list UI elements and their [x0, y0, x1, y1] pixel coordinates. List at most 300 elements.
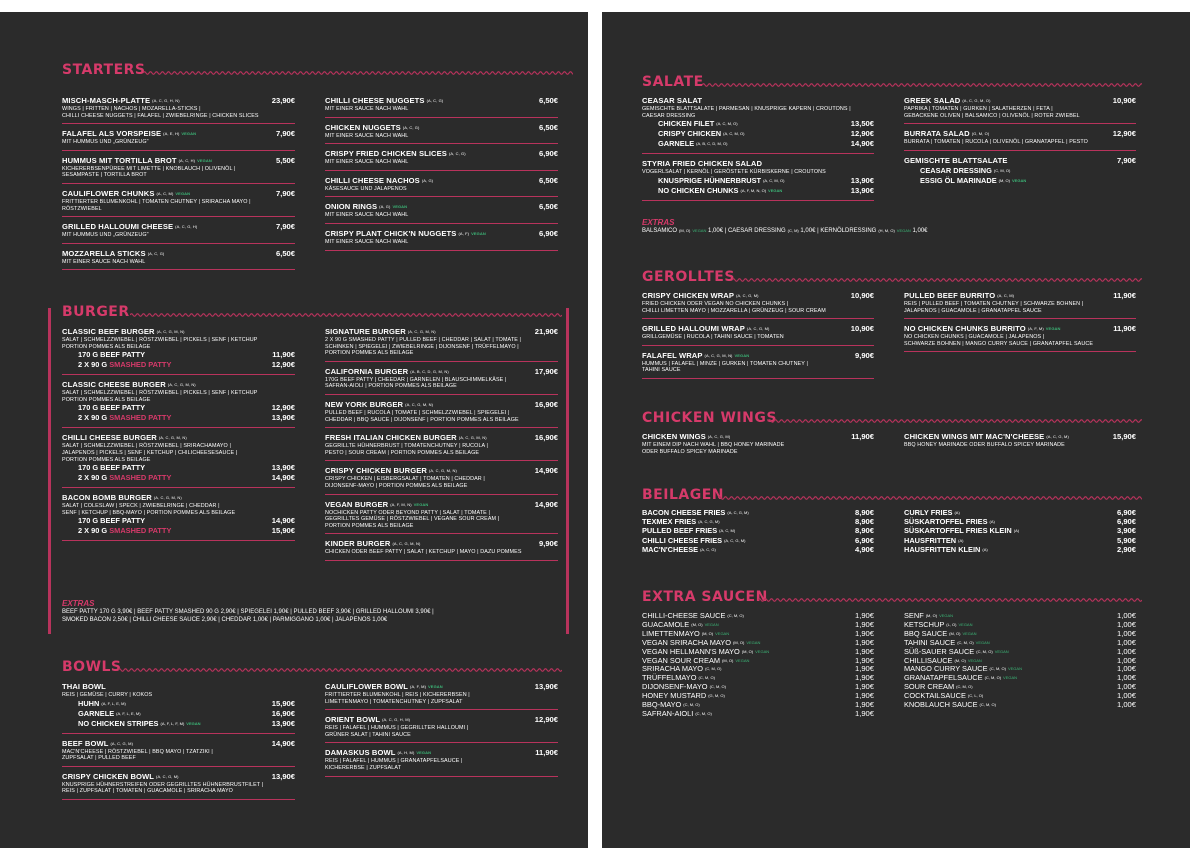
menu-item-hummus-mit-tortilla-brot — [62, 154, 295, 184]
item-name: GRILLED HALLOUMI CHEESE $^{(A, C, G, H)}$ — [62, 222, 198, 232]
allergen-codes: (A, C, G) — [147, 250, 165, 256]
item-option — [62, 473, 295, 483]
item-price: 16,90€ — [534, 399, 558, 409]
menu-item-signature-burger — [325, 325, 558, 362]
allergen-codes: (C, M, O) — [984, 675, 1002, 681]
option-price: 14,90€ — [271, 516, 295, 526]
option-price: 13,90€ — [271, 463, 295, 473]
wave-line — [758, 599, 1142, 602]
item-description-line: MAC'N'CHEESE | RÖSTZWIEBEL | BBQ MAYO | TZATZIKI | — [62, 748, 213, 755]
item-option — [642, 129, 874, 139]
vegan-label: VEGAN — [197, 157, 212, 163]
allergen-codes: (A, H, M) — [397, 750, 415, 756]
allergen-codes: (A, C, G, M) — [724, 537, 746, 543]
item-price: 11,90€ — [1113, 291, 1136, 300]
item-name: GUACAMOLE $^{(M, O)}$ $^{VEGAN}$ — [642, 619, 719, 629]
item-name: GREEK SALAD $^{(A, C, G, M, O)}$ — [904, 96, 991, 105]
option-price: 12,90€ — [850, 129, 874, 139]
smashed-patty-label: SMASHED PATTY — [109, 473, 172, 483]
menu-item-falafel-wrap — [642, 349, 874, 379]
item-name: CAULIFLOWER CHUNKS $^{(A, C, M)}$ $^{VEGAN}$ — [62, 188, 191, 198]
item-name: HONEY MUSTARD $^{(G, M, O)}$ — [642, 691, 725, 701]
allergen-codes: (A, F, L, F, M) — [160, 720, 185, 726]
allergen-codes: (A) — [982, 546, 988, 552]
menu-item-pulled-beef-burrito — [904, 289, 1136, 319]
allergen-codes: (A, C, G, M, N) — [158, 435, 187, 441]
wings-column-left — [642, 430, 874, 462]
item-name: ORIENT BOWL $^{(A, C, G, H, M)}$ — [325, 715, 411, 725]
wave-divider-saucen — [758, 597, 1142, 603]
item-description-line: REIS | ZUPFSALAT | TOMATEN | GUACAMOLE | SRIRACHA MAYO — [62, 788, 233, 795]
item-price: 3,90€ — [1116, 526, 1136, 536]
item-name: LIMETTENMAYO $^{(M, O)}$ $^{VEGAN}$ — [642, 628, 730, 638]
menu-item-onion-rings — [325, 200, 558, 224]
item-price: 7,90€ — [275, 129, 295, 139]
item-price: 11,90€ — [535, 748, 558, 758]
item-description-line: CAESAR DRESSING — [642, 112, 696, 119]
item-name: CALIFORNIA BURGER $^{(A, B, C, D, G, M, N)}$ — [325, 366, 449, 376]
side-item-chilli-cheese-fries — [642, 536, 874, 545]
allergen-codes: (A, C, G) — [448, 151, 466, 157]
allergen-codes: (A, C, G, M, N) — [405, 401, 434, 407]
option-price: 14,90€ — [271, 473, 295, 483]
item-name: BBQ SAUCE $^{(M, O)}$ $^{VEGAN}$ — [904, 628, 977, 638]
menu-item-cauliflower-chunks — [62, 187, 295, 217]
allergen-codes: (A, F, M, N, O) — [740, 187, 767, 193]
item-price: 13,90€ — [534, 682, 558, 691]
item-description-line: REIS | FALAFEL | HUMMUS | GRANATAPFELSAUCE | — [325, 758, 463, 765]
item-description-line: CHILLI CHEESE NUGGETS | FALAFEL | ZWIEBELRINGE | CHICKEN SLICES — [62, 112, 259, 119]
item-description-line: JALAPENOS | PICKELS | SENF | KETCHUP | CHILICHEESESAUCE | — [62, 449, 238, 456]
menu-item-greek-salad — [904, 94, 1136, 124]
allergen-codes: (A, C, G, M) — [746, 326, 770, 332]
item-name: TAHINI SAUCE $^{(C, M, O)}$ $^{VEGAN}$ — [904, 637, 990, 647]
section-title-extra-saucen: EXTRA SAUCEN — [642, 589, 768, 605]
item-name: CHILLI CHEESE BURGER $^{(A, C, G, M, N)}$ — [62, 433, 187, 443]
allergen-codes: (C, M, O) — [976, 648, 993, 654]
burger-side-bar-right — [566, 308, 569, 634]
wave-line — [702, 84, 1142, 87]
item-name: CRISPY CHICKEN BURGER $^{(A, C, G, M, N)}$ — [325, 466, 457, 476]
item-price: 1,90€ — [854, 700, 874, 710]
item-name: MISCH-MASCH-PLATTE $^{(A, C, G, H, N)}$ — [62, 96, 180, 105]
gerolltes-column-left — [642, 289, 874, 382]
item-description-line: 170G BEEF PATTY | CHEEDAR | GARNELEN | BLAUSCHIMMELKÄSE | — [325, 376, 507, 383]
menu-item-grilled-halloumi-wrap — [642, 322, 874, 346]
allergen-codes: (A, C, M) — [997, 293, 1015, 298]
item-description-line: SALAT | SCHMELZZWIEBEL | RÖSTZWIEBEL | SRIRACHAMAYO | — [62, 443, 231, 450]
allergen-codes: (C, M, O) — [989, 666, 1006, 672]
item-price: 1,00€ — [1116, 655, 1136, 665]
vegan-label: VEGAN — [392, 204, 408, 210]
allergen-codes: (M, O) — [722, 657, 734, 663]
option-price: 11,90€ — [272, 350, 295, 360]
allergen-codes: (A, C, G) — [700, 546, 716, 552]
item-description-line: NOCHICKEN PATTY ODER BEYOND PATTY | SALAT | TOMATE | — [325, 509, 490, 516]
vegan-label: VEGAN — [704, 621, 719, 627]
item-description-line: SCHWARZE BOHNEN | MANGO CURRY SAUCE | GRANATAPFEL SAUCE — [904, 340, 1094, 347]
menu-item-no-chicken-chunks-burrito — [904, 322, 1136, 352]
item-price: 10,90€ — [850, 291, 874, 300]
item-description-line: GEGRILLTES GEMÜSE | RÖSTZWIEBEL | VEGANE SOUR CREAM | — [325, 516, 500, 523]
allergen-codes: (M, O) — [691, 621, 703, 627]
allergen-codes: (C, M, O) — [705, 666, 722, 672]
item-price: 1,00€ — [1116, 664, 1136, 674]
starters-column-left — [62, 94, 295, 273]
allergen-codes: (A, C, G, M) — [707, 434, 731, 439]
option-price: 13,90€ — [271, 718, 295, 728]
option-price: 14,90€ — [850, 139, 874, 149]
beilagen-column-right — [904, 508, 1136, 554]
item-description-line: MIT EINER SAUCE NACH WAHL — [325, 132, 409, 139]
item-option — [642, 176, 874, 186]
item-price: 1,90€ — [854, 611, 874, 620]
item-name: GRILLED HALLOUMI WRAP $^{(A, C, G, M)}$ — [642, 324, 770, 334]
vegan-label: VEGAN — [746, 639, 761, 645]
item-name: CHICKEN WINGS MIT MAC'N'CHEESE $^{(A, C, G, M)}$ — [904, 432, 1069, 441]
item-price: 12,90€ — [534, 715, 558, 725]
item-description-line: MIT EINER SAUCE NACH WAHL — [325, 238, 409, 245]
item-name: CHICKEN WINGS $^{(A, C, G, M)}$ — [642, 432, 731, 441]
section-title-burger: BURGER — [62, 304, 130, 320]
allergen-codes: (A, C, G, M) — [698, 519, 720, 525]
side-item-mac-n-cheese — [642, 545, 874, 554]
menu-item-thai-bowl — [62, 680, 295, 734]
allergen-codes: (C, M, O) — [683, 702, 700, 708]
menu-item-crispy-chicken-bowl — [62, 770, 295, 800]
side-item-pulled-beef-fries — [642, 526, 874, 535]
menu-item-crispy-chicken-wrap — [642, 289, 874, 319]
item-name: SIGNATURE BURGER $^{(A, C, G, M, N)}$ — [325, 327, 436, 336]
allergen-codes: (M, O) — [925, 613, 938, 618]
item-price: 4,90€ — [854, 544, 874, 554]
allergen-codes: (A, C, G, M, N) — [428, 468, 457, 474]
item-option — [642, 119, 874, 129]
item-price: 6,90€ — [538, 149, 558, 159]
item-description-line: CRISPY CHICKEN | EISBERGSALAT | TOMATEN | CHEDDAR | — [325, 476, 485, 483]
allergen-codes: (G, M, O) — [708, 693, 725, 699]
item-name: CRISPY CHICKEN BOWL $^{(A, C, G, M)}$ — [62, 771, 179, 781]
item-description-line: CHILLI LIMETTEN MAYO | MOZZARELLA | GRÜNZEUG | SOUR CREAM — [642, 307, 826, 314]
item-price: 1,00€ — [1116, 628, 1136, 638]
menu-item-chilli-cheese-nachos — [325, 174, 558, 198]
allergen-codes: (M, O) — [998, 177, 1010, 183]
allergen-codes: (A, C, M, O) — [716, 121, 738, 127]
item-name: CEASAR SALAT — [642, 96, 703, 105]
option-price: 12,90€ — [271, 360, 295, 370]
salate-extras — [642, 218, 1162, 235]
item-name: THAI BOWL — [62, 682, 106, 691]
sauce-item-knoblauch-sauce — [904, 701, 1136, 710]
allergen-codes: (A) — [954, 510, 960, 515]
wave-divider-beilagen — [718, 495, 1142, 501]
allergen-codes: (A, C, M) — [156, 190, 174, 196]
menu-item-bacon-bomb-burger — [62, 491, 295, 541]
allergen-codes: (A, C, G, M) — [727, 510, 749, 515]
item-name: VEGAN SOUR CREAM $^{(M, O)}$ $^{VEGAN}$ — [642, 655, 750, 665]
wave-divider-bowls — [118, 667, 562, 673]
allergen-codes: (C, M, O) — [727, 613, 744, 618]
vegan-label: VEGAN — [1012, 177, 1027, 183]
item-name: VEGAN HELLMANN'S MAYO $^{(M, O)}$ $^{VEGAN}$ — [642, 646, 770, 656]
item-name: GARNELE $^{(A, F, L, E, M)}$ — [78, 708, 141, 718]
item-price: 6,50€ — [538, 96, 558, 105]
item-description-line: WINGS | FRITTEN | NACHOS | MOZARELLA-STICKS | — [62, 106, 201, 112]
item-description-line: MIT EINEM DIP NACH WAHL | BBQ HONEY MARINADE — [642, 442, 785, 448]
item-description-line: GEBACKENE OLIVEN | BALSAMICO | OLIVENÖL | ROTER ZWIEBEL — [904, 112, 1080, 119]
item-description-line: GEMISCHTE BLATTSALATE | PARMESAN | KNUSPRIGE KAPERN | CROUTONS | — [642, 106, 851, 112]
item-option — [904, 166, 1136, 176]
allergen-codes: (A, C, G, M, N) — [392, 541, 421, 547]
allergen-codes: (A, F, M, N) — [390, 501, 412, 507]
item-price: 7,90€ — [275, 188, 295, 198]
item-price: 17,90€ — [534, 366, 558, 376]
item-name: SOUR CREAM $^{(C, M, O)}$ — [904, 682, 973, 692]
gerolltes-column-right — [904, 289, 1136, 355]
item-option — [642, 139, 874, 149]
item-price: 1,00€ — [1116, 682, 1136, 692]
item-description-line: GRILLGEMÜSE | RUCOLA | TAHINI SAUCE | TOMATEN — [642, 334, 784, 341]
side-item-bacon-cheese-fries — [642, 508, 874, 517]
item-name: COCKTAILSAUCE $^{(C, L, O)}$ — [904, 691, 984, 701]
saucen-column-left — [642, 612, 874, 719]
item-description-line: MIT EINER SAUCE NACH WAHL — [325, 212, 409, 219]
vegan-label: VEGAN — [755, 648, 770, 654]
allergen-codes: (A, C, G, M, O) — [962, 98, 991, 103]
item-name: CAULIFLOWER BOWL $^{(A, F, M)}$ $^{VEGAN}$ — [325, 682, 443, 691]
item-description-line: REIS | FALAFEL | HUMMUS | GEGRILLTER HALLOUMI | — [325, 725, 469, 732]
item-description-line: CHEDDAR | BBQ SAUCE | DIJONSENF | PORTION POMMES ALS BEILAGE — [325, 416, 519, 423]
wave-divider-salate — [702, 82, 1142, 88]
menu-item-classic-beef-burger — [62, 325, 295, 375]
allergen-codes: (A, C, G, M) — [736, 293, 759, 298]
item-price: 9,90€ — [854, 350, 874, 360]
item-description-line: VOGERLSALAT | KERNÖL | GERÖSTETE KÜRBISKERNE | CROUTONS — [642, 169, 826, 176]
wings-column-right — [904, 430, 1136, 456]
vegan-label: VEGAN — [428, 684, 443, 689]
item-name: TRÜFFELMAYO $^{(C, M, O)}$ — [642, 673, 715, 683]
item-name: SENF $^{(M, O)}$ $^{VEGAN}$ — [904, 611, 954, 620]
burger-extras — [62, 599, 562, 624]
item-price: 1,90€ — [854, 664, 874, 674]
menu-item-chicken-wings-mit-mac-n-cheese — [904, 430, 1136, 453]
item-description-line: PORTION POMMES ALS BEILAGE — [325, 350, 414, 357]
burger-extras-line-2: SMOKED BACON 2,50€ | CHILLI CHEESE SAUCE 2,90€ | CHEDDAR 1,00€ | PARMIGGANO 1,00€ | JALAPENOS 1,00€ — [62, 617, 388, 623]
allergen-codes: (C, M, O) — [979, 702, 996, 708]
item-price: 1,90€ — [854, 628, 874, 638]
allergen-codes: (M, O) — [954, 657, 966, 663]
item-name: KNUSPRIGE HÜHNERBRUST $^{(A, C, M, O)}$ — [658, 175, 785, 185]
wave-line — [118, 669, 562, 672]
item-name: CHILLI CHEESE FRIES $^{(A, C, G, M)}$ — [642, 535, 746, 545]
side-item-curly-fries — [904, 508, 1136, 517]
item-price: 6,90€ — [1116, 508, 1136, 517]
menu-item-misch-masch-platte — [62, 94, 295, 124]
menu-item-burrata-salad — [904, 127, 1136, 151]
item-name: HUHN $^{(A, F, L, E, M)}$ — [78, 698, 126, 708]
allergen-codes: (M, O) — [949, 630, 961, 636]
menu-item-crispy-fried-chicken-slices — [325, 147, 558, 171]
allergen-codes: (A, C, G, H, M) — [382, 717, 411, 723]
allergen-codes: (A, C, G, M) — [156, 773, 179, 779]
item-price: 1,90€ — [854, 655, 874, 665]
item-description-line: GEGRILLTE HÜHNERBRUST | TOMATENCHUTNEY | RUCOLA | — [325, 443, 489, 450]
allergen-codes: (C, M, O) — [698, 675, 715, 681]
smashed-patty-label: SMASHED PATTY — [109, 526, 172, 536]
item-price: 2,90€ — [1116, 544, 1136, 554]
menu-item-styria-salad — [642, 157, 874, 201]
vegan-label: VEGAN — [1045, 326, 1061, 332]
allergen-codes: (A, F, M) — [1027, 326, 1044, 332]
item-description-line: SESAMPASTE | TORTILLA BROT — [62, 172, 147, 179]
option-price: 13,50€ — [850, 119, 874, 129]
item-description-line: SALAT | SCHMELZZWIEBEL | RÖSTZWIEBEL | PICKELS | SENF | KETCHUP — [62, 337, 258, 343]
item-description-line: RÖSTZWIEBEL — [62, 205, 102, 212]
allergen-codes: (A, C, G, M, N) — [156, 329, 185, 334]
item-description-line: NO CHICKEN CHUNKS | GUACAMOLE | JALAPENOS | — [904, 334, 1045, 341]
bowls-column-left — [62, 680, 295, 803]
option-price: 13,90€ — [850, 185, 874, 195]
vegan-label: VEGAN — [958, 621, 973, 627]
vegan-label: VEGAN — [416, 750, 432, 756]
item-name: FRESH ITALIAN CHICKEN BURGER $^{(A, C, G, M, N)}$ — [325, 433, 487, 443]
salate-column-right — [904, 94, 1136, 193]
section-title-chicken-wings: CHICKEN WINGS — [642, 410, 777, 426]
allergen-codes: (A, C, M, O) — [763, 177, 785, 183]
item-name: CHILLISAUCE $^{(M, O)}$ $^{VEGAN}$ — [904, 655, 982, 665]
allergen-codes: (A, C, G, H) — [175, 224, 198, 230]
item-price: 1,90€ — [854, 646, 874, 656]
item-name: CRISPY CHICKEN WRAP $^{(A, C, G, M)}$ — [642, 291, 759, 300]
item-name: VEGAN BURGER $^{(A, F, M, N)}$ $^{VEGAN}$ — [325, 499, 429, 509]
menu-item-chicken-nuggets — [325, 121, 558, 145]
menu-item-classic-cheese-burger — [62, 378, 295, 428]
allergen-codes: (A) — [989, 519, 995, 525]
item-price: 13,90€ — [271, 771, 295, 781]
allergen-codes: (C, L, O) — [967, 693, 984, 699]
burger-extras-line-1: BEEF PATTY 170 G 3,90€ | BEEF PATTY SMASHED 90 G 2,90€ | SPIEGELEI 1,90€ | PULLED BEEF 3,90€ | GRILLED HALLOUMI 3,90€ | — [62, 609, 434, 615]
vegan-label: VEGAN — [471, 230, 486, 236]
item-name: 2 X 90 G SMASHED PATTY — [78, 413, 172, 423]
item-price: 1,90€ — [854, 637, 874, 647]
vegan-label: VEGAN — [413, 501, 429, 507]
item-description-line: PESTO | SOUR CREAM | PORTION POMMES ALS BEILAGE — [325, 449, 480, 456]
item-name: CHILLI-CHEESE SAUCE $^{(C, M, O)}$ — [642, 611, 744, 620]
allergen-codes: (A) — [958, 537, 964, 543]
wave-line — [143, 72, 573, 75]
option-price: 15,90€ — [271, 526, 295, 536]
bowls-column-right — [325, 680, 558, 780]
item-price: 7,90€ — [275, 222, 295, 232]
item-description-line: MIT EINER SAUCE NACH WAHL — [325, 106, 409, 112]
vegan-label: VEGAN — [186, 720, 201, 726]
item-price: 1,00€ — [1116, 619, 1136, 629]
item-name: NO CHICKEN CHUNKS BURRITO $^{(A, F, M)}$ $^{VEGAN}$ — [904, 324, 1061, 334]
burger-side-bar-left — [48, 308, 51, 634]
allergen-codes: (C, M, O) — [993, 167, 1011, 173]
item-name: 2 X 90 G SMASHED PATTY — [78, 526, 172, 536]
item-description-line: FRIED CHICKEN ODER VEGAN NO CHICKEN CHUNKS | — [642, 301, 789, 307]
beilagen-column-left — [642, 508, 874, 554]
menu-item-fresh-italian-chicken-burger — [325, 431, 558, 461]
item-description: REIS | GEMÜSE | CURRY | KOKOS — [62, 692, 153, 698]
item-description-line: PORTION POMMES ALS BEILAGE — [62, 396, 151, 403]
allergen-codes: (C, M, O) — [956, 684, 973, 690]
item-description-line: MIT HUMMUS UND „GRÜNZEUG" — [62, 232, 149, 239]
vegan-label: VEGAN — [768, 187, 783, 193]
item-description-line: SCHINKEN | SPIEGELEI | ZWIEBELRINGE | DIJONSENF | TRÜFFELMAYO | — [325, 343, 519, 350]
item-name: CEASAR DRESSING $^{(C, M, O)}$ — [920, 165, 1011, 175]
item-option — [62, 463, 295, 473]
menu-page-right — [602, 12, 1190, 848]
option-price: 16,90€ — [271, 708, 295, 718]
item-price: 8,90€ — [854, 517, 874, 527]
menu-item-chicken-wings — [642, 430, 874, 459]
item-name: 170 G BEEF PATTY — [78, 516, 146, 526]
item-name: HAUSFRITTEN $^{(A)}$ — [904, 535, 964, 545]
allergen-codes: (M, O) — [732, 639, 745, 645]
item-name: DIJONSENF-MAYO $^{(C, M, O)}$ — [642, 682, 727, 692]
item-price: 1,90€ — [854, 673, 874, 683]
item-option — [62, 719, 295, 729]
menu-item-cauliflower-bowl — [325, 680, 558, 710]
item-description-line: KÄSESAUCE UND JALAPENOS — [325, 185, 407, 192]
allergen-codes: (A, C, G) — [402, 124, 420, 130]
item-name: PULLED BEEF FRIES $^{(A, C, M)}$ — [642, 526, 736, 536]
item-option — [62, 350, 295, 360]
menu-item-beef-bowl — [62, 737, 295, 767]
item-name: NO CHICKEN STRIPES $^{(A, F, L, F, M)}$ $^{VEGAN}$ — [78, 718, 201, 728]
option-price: 13,90€ — [850, 175, 874, 185]
side-item-hausfritten-klein — [904, 545, 1136, 554]
item-description-line: KNUSPRIGE HÜHNERSTREIFEN ODER GEGRILLTES HÜHNERBRUSTFILET | — [62, 781, 264, 788]
item-name: BURRATA SALAD $^{(G, M, O)}$ — [904, 129, 990, 139]
salate-extras-text: BALSAMICO $^{(M, O)}$ $^{VEGAN}$ 1,00€ | CAESAR DRESSING $^{(C, M)}$ 1,00€ | KERNÖLDRESSING $^{(H, M, O)}$ $^{VEGAN}$ 1,00€ — [642, 228, 928, 234]
item-price: 1,90€ — [854, 708, 874, 718]
allergen-codes: (A, F) — [458, 230, 470, 236]
burger-extras-title: EXTRAS — [62, 599, 95, 608]
item-name: BEEF BOWL $^{(A, C, G, M)}$ — [62, 738, 134, 748]
item-price: 1,00€ — [1116, 700, 1136, 710]
item-name: CRISPY PLANT CHICK'N NUGGETS $^{(A, F)}$ $^{VEGAN}$ — [325, 228, 486, 238]
item-description-line: KICHERERBSE | ZUPFSALAT — [325, 764, 402, 771]
item-name: CHILLI CHEESE NACHOS $^{(A, G)}$ — [325, 175, 434, 185]
side-item-su-skartoffel-fries-klein — [904, 526, 1136, 535]
menu-item-caesar-salat — [642, 94, 874, 154]
item-price: 6,50€ — [538, 122, 558, 132]
item-price: 6,50€ — [538, 175, 558, 185]
item-option — [62, 413, 295, 423]
item-name: HAUSFRITTEN KLEIN $^{(A)}$ — [904, 544, 988, 554]
item-price: 1,90€ — [854, 619, 874, 629]
menu-item-california-burger — [325, 365, 558, 395]
item-name: NO CHICKEN CHUNKS $^{(A, F, M, N, O)}$ $^{VEGAN}$ — [658, 185, 783, 195]
item-name: CLASSIC BEEF BURGER $^{(A, C, G, M, N)}$ — [62, 327, 185, 336]
item-price: 1,90€ — [854, 691, 874, 701]
item-description-line: BBQ HONEY MARINADE ODER BUFFALO SPICEY MARINADE — [904, 442, 1065, 448]
item-name: DAMASKUS BOWL $^{(A, H, M)}$ $^{VEGAN}$ — [325, 748, 432, 758]
item-description-line: FRITTIERTER BLUMENKOHL | REIS | KICHERERBSEN | — [325, 692, 470, 698]
menu-item-orient-bowl — [325, 713, 558, 743]
item-price: 14,90€ — [271, 738, 295, 748]
item-option — [642, 186, 874, 196]
vegan-label: VEGAN — [734, 352, 750, 358]
item-description-line: TAHINI SAUCE — [642, 367, 681, 374]
allergen-codes: (A, C, G, M, N) — [704, 352, 733, 358]
item-description-line: SALAT | SCHMELZZWIEBEL | RÖSTZWIEBEL | PICKELS | SENF | KETCHUP — [62, 390, 258, 397]
item-name: MOZZARELLA STICKS $^{(A, C, G)}$ — [62, 248, 165, 258]
wave-line — [718, 497, 1142, 500]
